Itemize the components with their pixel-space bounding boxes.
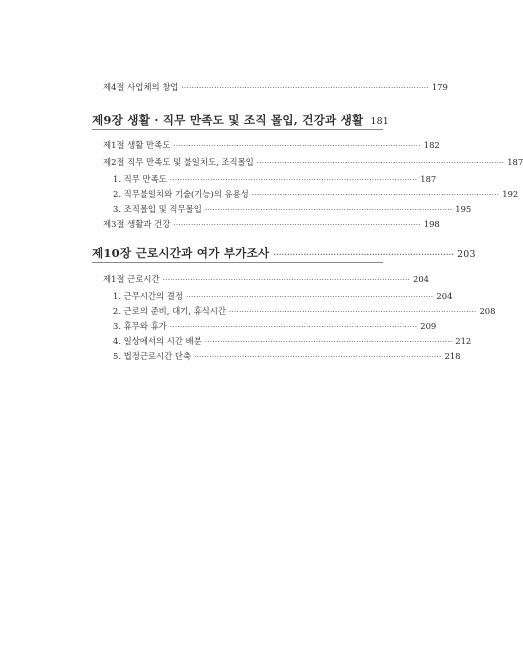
toc-entry-title: 1. 직무 만족도 (113, 174, 167, 184)
toc-entry-section (103, 139, 440, 151)
toc-entry-section (103, 273, 430, 285)
dot-leader: ·································································································· (228, 308, 477, 316)
dot-leader: ·································································································· (204, 338, 453, 346)
dot-leader: ·································································································· (169, 176, 418, 184)
toc-entry-subsection (113, 335, 472, 347)
toc-entry-section (103, 81, 448, 93)
toc-entry-title: 2. 근로의 준비, 대기, 휴식시간 (113, 306, 226, 316)
dot-leader: ·································································································· (185, 293, 434, 301)
dot-leader: ·································································································· (204, 206, 453, 214)
toc-entry-title: 2. 직무불일치와 기술(기능)의 유용성 (113, 189, 249, 199)
dot-leader: ·································································································· (169, 323, 418, 331)
chapter-divider (92, 129, 383, 130)
toc-entry-page: 179 (431, 82, 448, 92)
toc-entry-page: 187 (420, 174, 437, 184)
toc-entry-subsection (113, 305, 496, 317)
toc-entry-section (103, 218, 440, 230)
dot-leader: ·································································· (273, 250, 455, 259)
toc-entry-title: 제3절 생활과 건강 (103, 219, 171, 229)
toc-entry-page: 182 (423, 140, 440, 150)
toc-entry-title: 5. 법정근로시간 단축 (113, 351, 192, 361)
toc-entry-chapter (92, 245, 476, 261)
toc-entry-page: 209 (420, 321, 437, 331)
toc-entry-page: 204 (436, 291, 453, 301)
dot-leader: ·································································································· (256, 159, 505, 167)
toc-entry-title: 1. 근무시간의 결정 (113, 291, 183, 301)
toc-entry-subsection (113, 173, 437, 185)
toc-entry-subsection (113, 350, 461, 362)
toc-entry-section (103, 156, 523, 168)
toc-chapter-page: 181 (370, 116, 389, 127)
toc-entry-page: 212 (455, 336, 472, 346)
dot-leader: ·································································································· (251, 191, 500, 199)
toc-entry-subsection (113, 320, 437, 332)
toc-chapter-page: 203 (457, 249, 476, 260)
toc-chapter-title: 제10장 근로시간과 여가 부가조사 (92, 246, 270, 260)
dot-leader: ·································································································· (162, 276, 411, 284)
toc-entry-title: 3. 조직몰입 및 직무몰입 (113, 204, 202, 214)
dot-leader: ·································································································· (181, 84, 429, 92)
toc-entry-subsection (113, 188, 519, 200)
toc-entry-title: 3. 휴무와 휴가 (113, 321, 167, 331)
toc-entry-page: 187 (507, 157, 523, 167)
toc-entry-title: 제1절 생활 만족도 (103, 140, 171, 150)
toc-entry-title: 제1절 근로시간 (103, 274, 160, 284)
toc-entry-subsection (113, 203, 472, 215)
dot-leader: ·································································································· (173, 221, 421, 229)
toc-entry-page: 195 (455, 204, 472, 214)
toc-entry-title: 제2절 직무 만족도 및 불일치도, 조직몰입 (103, 157, 254, 167)
toc-entry-page: 218 (444, 351, 461, 361)
toc-entry-title: 제4절 사업체의 창업 (103, 82, 179, 92)
dot-leader: ·································································································· (173, 142, 421, 150)
chapter-divider (92, 262, 383, 263)
toc-entry-page: 192 (502, 189, 519, 199)
toc-chapter-title: 제9장 생활 · 직무 만족도 및 조직 몰입, 건강과 생활 (92, 113, 364, 127)
toc-entry-subsection (113, 290, 453, 302)
toc-entry-page: 204 (413, 274, 430, 284)
toc-entry-chapter (92, 112, 389, 128)
toc-entry-title: 4. 일상에서의 시간 배분 (113, 336, 202, 346)
toc-entry-page: 198 (423, 219, 440, 229)
dot-leader: ·································································································· (194, 353, 442, 361)
toc-entry-page: 208 (479, 306, 496, 316)
